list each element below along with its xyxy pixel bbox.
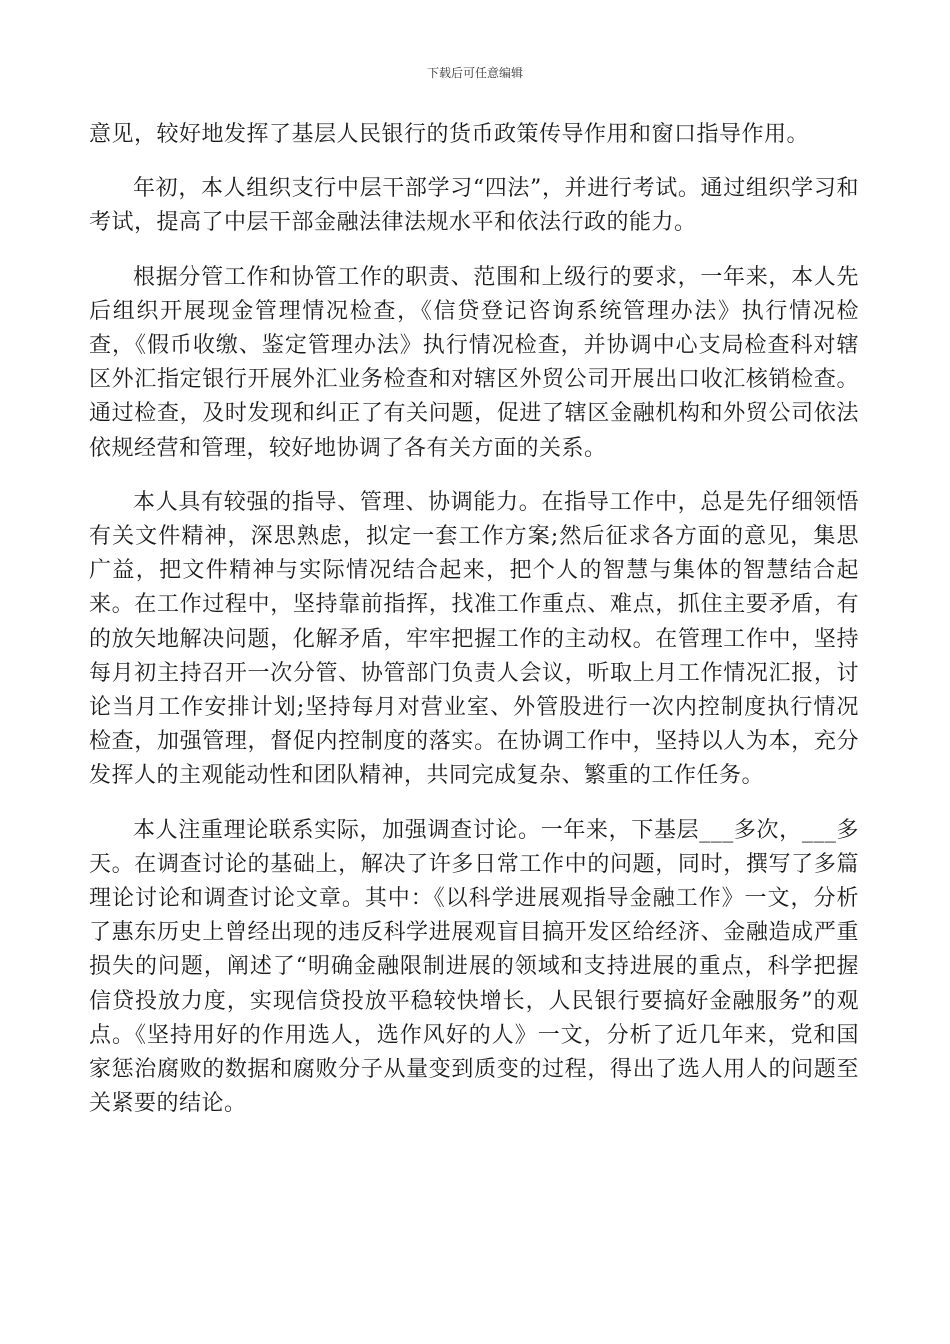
paragraph-2: 年初，本人组织支行中层干部学习“四法”，并进行考试。通过组织学习和考试，提高了中层干部金融法律法规水平和依法行政的能力。 [89,176,859,236]
document-body [89,118,859,1141]
page-header: 下载后可任意编辑 [426,66,523,80]
paragraph-5: 本人注重理论联系实际，加强调查讨论。一年来，下基层___多次，___多天。在调查讨论的基础上，解决了许多日常工作中的问题，同时，撰写了多篇理论讨论和调查讨论文章。其中：《以科学进展观指导金融工作》一文，分析了惠东历史上曾经出现的违反科学进展观盲目搞开发区给经济、金融造成严重损失的问题，阐述了“明确金融限制进展的领域和支持进展的重点，科学把握信贷投放力度，实现信贷投放平稳较快增长，人民银行要搞好金融服务”的观点。《坚持用好的作用选人，选作风好的人》一文，分析了近几年来，党和国家惩治腐败的数据和腐败分子从量变到质变的过程，得出了选人用人的问题至关紧要的结论。 [89,817,859,1117]
paragraph-1: 意见，较好地发挥了基层人民银行的货币政策传导作用和窗口指导作用。 [89,122,810,147]
paragraph-4: 本人具有较强的指导、管理、协调能力。在指导工作中，总是先仔细领悟有关文件精神，深思熟虑，拟定一套工作方案;然后征求各方面的意见，集思广益，把文件精神与实际情况结合起来，把个人的智慧与集体的智慧结合起来。在工作过程中，坚持靠前指挥，找准工作重点、难点，抓住主要矛盾，有的放矢地解决问题，化解矛盾，牢牢把握工作的主动权。在管理工作中，坚持每月初主持召开一次分管、协管部门负责人会议，听取上月工作情况汇报，讨论当月工作安排计划;坚持每月对营业室、外管股进行一次内控制度执行情况检查，加强管理，督促内控制度的落实。在协调工作中，坚持以人为本，充分发挥人的主观能动性和团队精神，共同完成复杂、繁重的工作任务。 [89,489,859,789]
paragraph-3: 根据分管工作和协管工作的职责、范围和上级行的要求，一年来，本人先后组织开展现金管理情况检查，《信贷登记咨询系统管理办法》执行情况检查，《假币收缴、鉴定管理办法》执行情况检查，并协调中心支局检查科对辖区外汇指定银行开展外汇业务检查和对辖区外贸公司开展出口收汇核销检查。通过检查，及时发现和纠正了有关问题，促进了辖区金融机构和外贸公司依法依规经营和管理，较好地协调了各有关方面的关系。 [89,264,859,461]
